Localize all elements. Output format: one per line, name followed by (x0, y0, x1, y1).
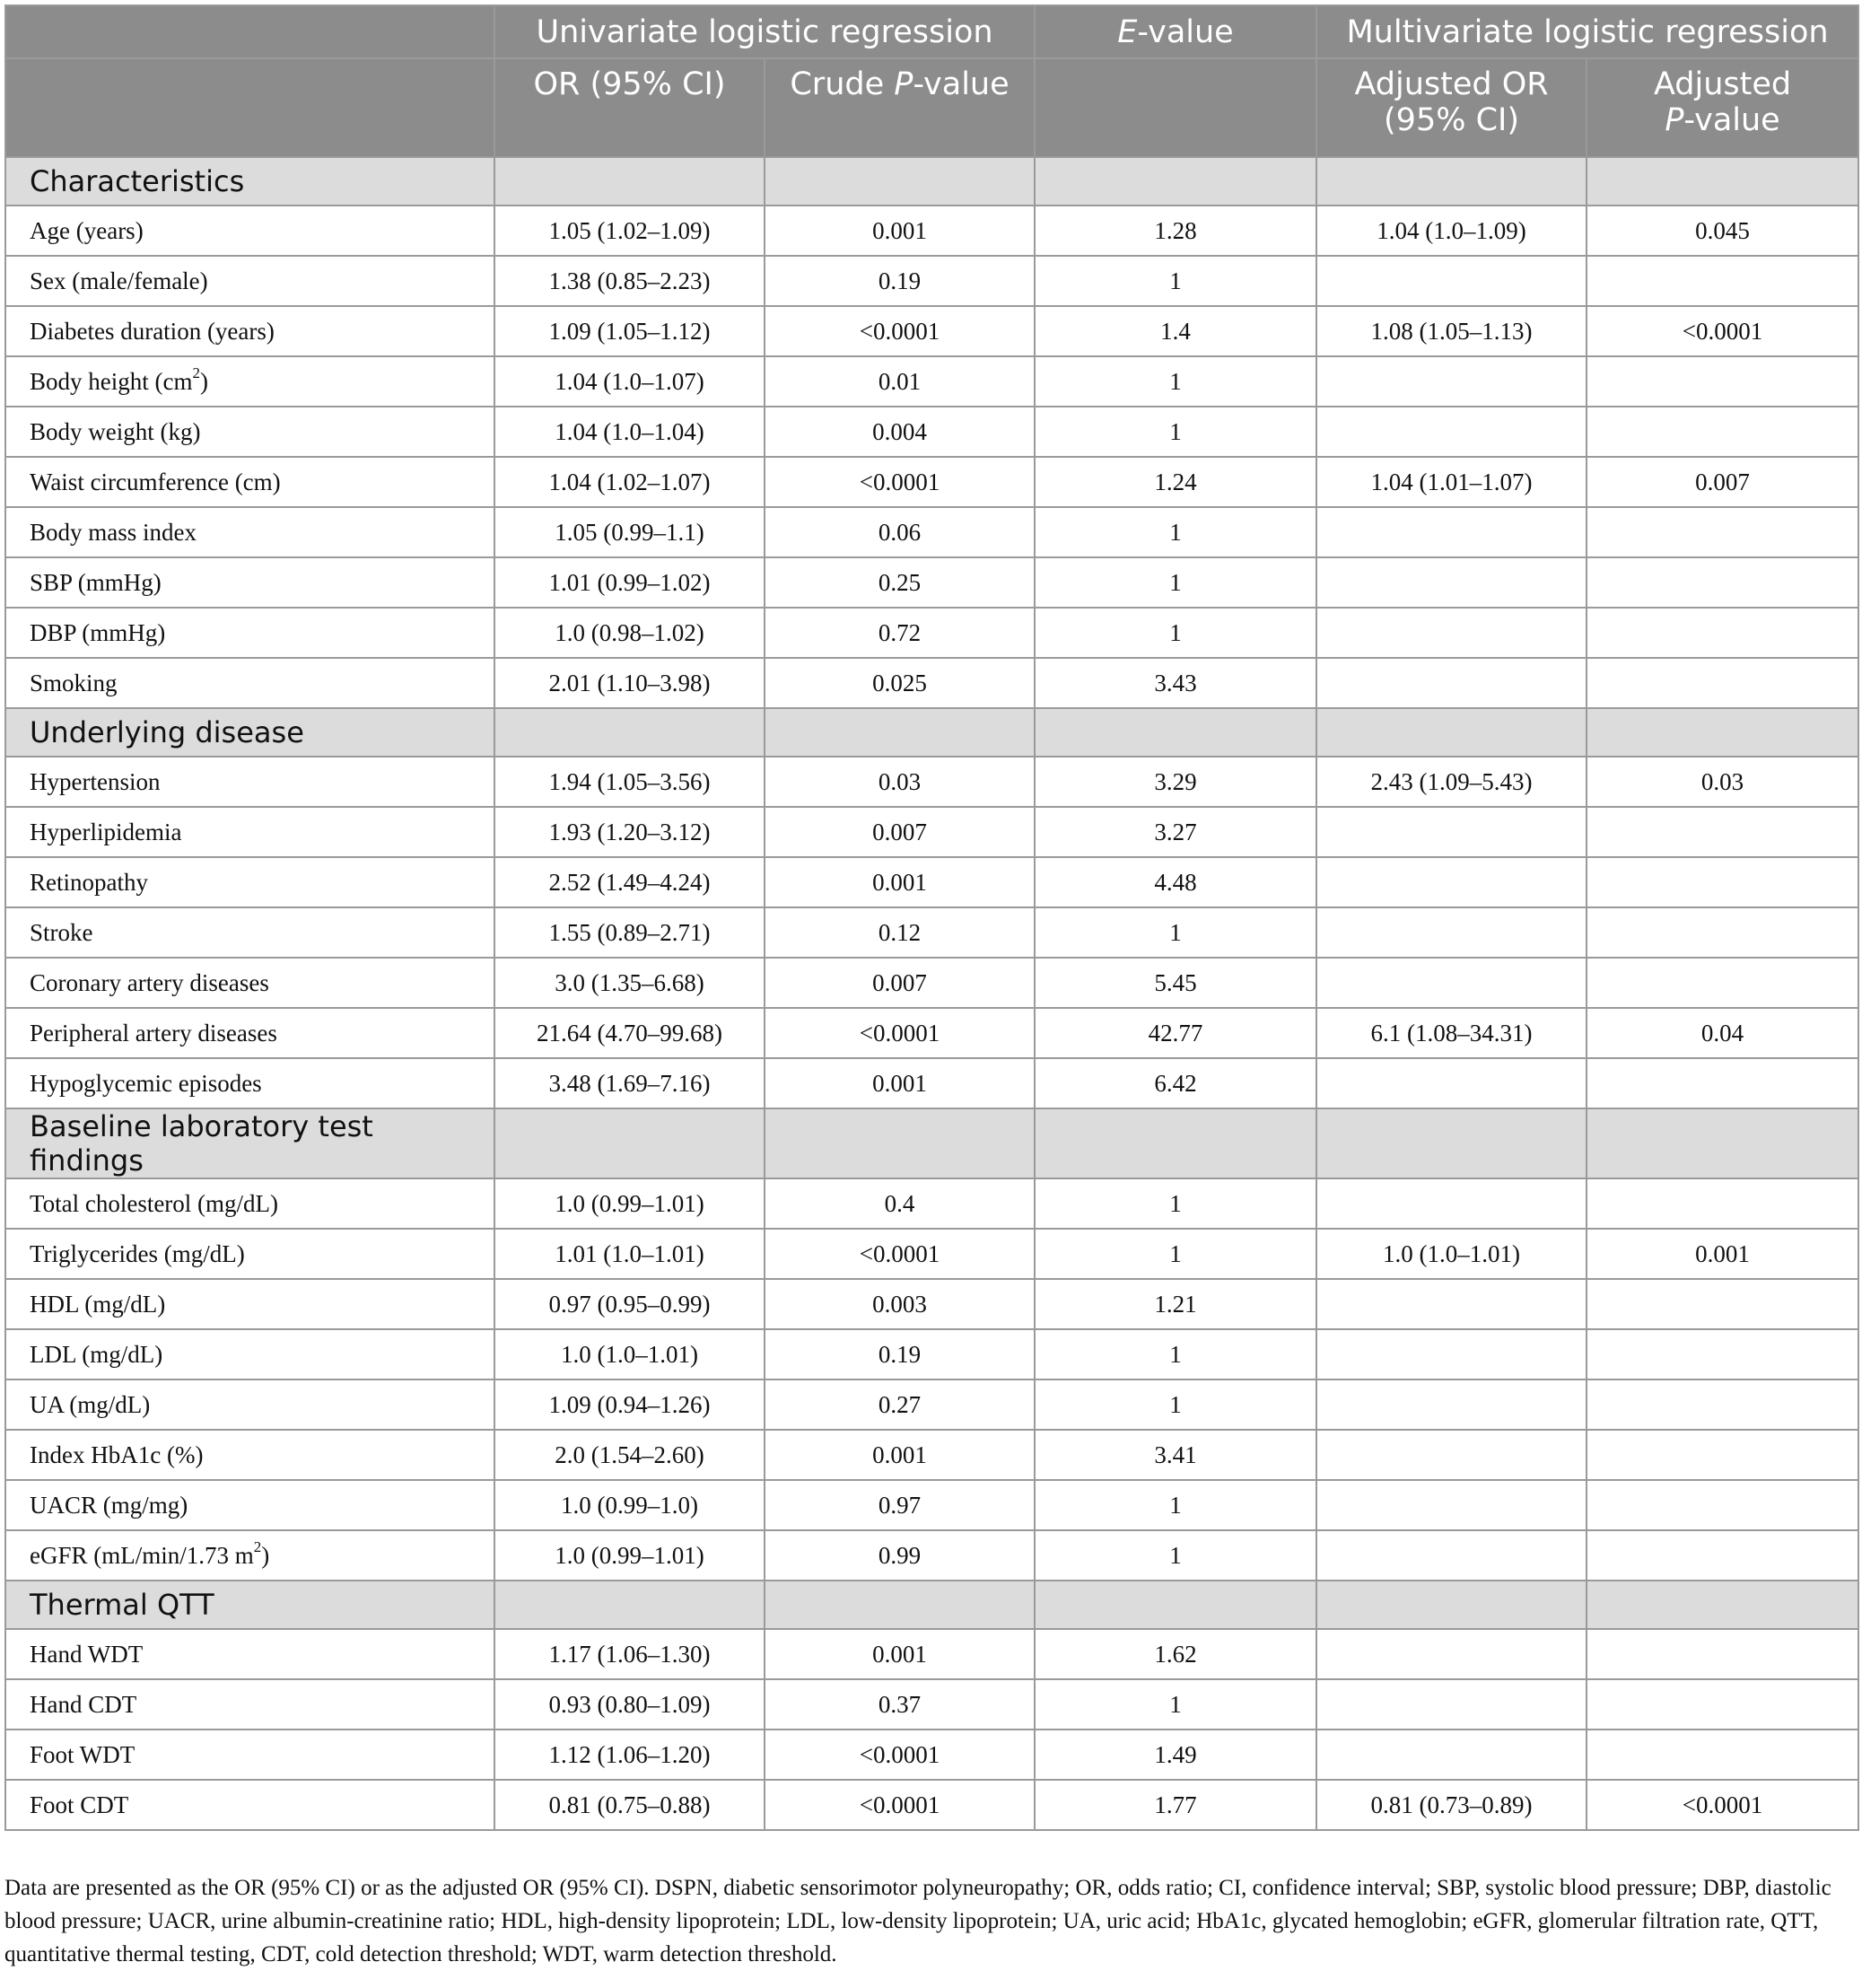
cell-adjusted-p: <0.0001 (1587, 1780, 1858, 1830)
table-row (5, 507, 1858, 557)
cell-or: 1.94 (1.05–3.56) (494, 757, 765, 807)
cell-crude-p: 0.19 (765, 1329, 1035, 1379)
cell-adjusted-p (1587, 658, 1858, 708)
header-adj-p-line1: Adjusted (1653, 66, 1792, 102)
cell-adjusted-or (1316, 608, 1587, 658)
table-row (5, 757, 1858, 807)
table-row (5, 1229, 1858, 1279)
cell-evalue: 1 (1035, 557, 1316, 608)
cell-adjusted-or: 1.04 (1.01–1.07) (1316, 457, 1587, 507)
table-row (5, 1008, 1858, 1058)
cell-crude-p: 0.007 (765, 958, 1035, 1008)
section-blank-cell (765, 708, 1035, 757)
table-body (5, 157, 1858, 1830)
cell-evalue: 1.62 (1035, 1629, 1316, 1679)
cell-crude-p: 0.001 (765, 206, 1035, 256)
table-row (5, 557, 1858, 608)
cell-or: 1.09 (1.05–1.12) (494, 306, 765, 356)
cell-evalue: 1 (1035, 256, 1316, 306)
row-label-text: eGFR (mL/min/1.73 m (30, 1541, 254, 1569)
cell-or: 1.93 (1.20–3.12) (494, 807, 765, 857)
row-label-text: Foot CDT (30, 1791, 129, 1818)
section-blank-cell (494, 708, 765, 757)
section-header-row (5, 708, 1858, 757)
section-blank-cell (1035, 1581, 1316, 1629)
cell-crude-p: 0.001 (765, 1629, 1035, 1679)
header-crude-p (765, 58, 1035, 157)
section-title: Thermal QTT (5, 1581, 494, 1629)
table-row (5, 1480, 1858, 1530)
row-label (5, 306, 494, 356)
cell-or: 1.04 (1.0–1.04) (494, 407, 765, 457)
row-label-text: Triglycerides (mg/dL) (30, 1239, 245, 1267)
table-row (5, 206, 1858, 256)
cell-evalue: 1.28 (1035, 206, 1316, 256)
row-label-text: Stroke (30, 918, 93, 946)
cell-or: 1.09 (0.94–1.26) (494, 1379, 765, 1430)
row-label (5, 1178, 494, 1229)
row-label (5, 1780, 494, 1830)
section-blank-cell (1316, 708, 1587, 757)
cell-crude-p: 0.19 (765, 256, 1035, 306)
row-label (5, 1279, 494, 1329)
cell-crude-p: 0.06 (765, 507, 1035, 557)
cell-evalue: 1 (1035, 608, 1316, 658)
cell-adjusted-or (1316, 1279, 1587, 1329)
row-label (5, 256, 494, 306)
row-label-superscript: 2 (192, 363, 200, 381)
row-label-text: Body height (cm (30, 367, 193, 395)
section-blank-cell (765, 1581, 1035, 1629)
row-label-text: Total cholesterol (mg/dL) (30, 1189, 279, 1217)
cell-adjusted-or (1316, 658, 1587, 708)
cell-adjusted-p (1587, 1730, 1858, 1780)
cell-or: 0.81 (0.75–0.88) (494, 1780, 765, 1830)
cell-evalue: 4.48 (1035, 857, 1316, 907)
cell-adjusted-or (1316, 1629, 1587, 1679)
cell-adjusted-p (1587, 557, 1858, 608)
cell-or: 1.05 (1.02–1.09) (494, 206, 765, 256)
cell-or: 1.12 (1.06–1.20) (494, 1730, 765, 1780)
table-row (5, 1279, 1858, 1329)
header-adj-or-line2: (95% CI) (1384, 102, 1520, 138)
cell-adjusted-p: 0.001 (1587, 1229, 1858, 1279)
table-row (5, 356, 1858, 407)
cell-crude-p: 0.001 (765, 1430, 1035, 1480)
row-label-text: Sex (male/female) (30, 267, 208, 294)
table-row (5, 907, 1858, 958)
cell-evalue: 1 (1035, 507, 1316, 557)
cell-crude-p: 0.025 (765, 658, 1035, 708)
row-label (5, 557, 494, 608)
cell-crude-p: <0.0001 (765, 1780, 1035, 1830)
cell-adjusted-p (1587, 356, 1858, 407)
row-label (5, 1530, 494, 1581)
row-label-text: Body weight (kg) (30, 417, 201, 445)
row-label (5, 1058, 494, 1108)
cell-crude-p: 0.4 (765, 1178, 1035, 1229)
cell-adjusted-p (1587, 1480, 1858, 1530)
table-row (5, 1730, 1858, 1780)
row-label-text: Peripheral artery diseases (30, 1019, 277, 1047)
row-label (5, 1379, 494, 1430)
table-row (5, 1530, 1858, 1581)
cell-adjusted-or (1316, 1379, 1587, 1430)
row-label (5, 1629, 494, 1679)
cell-crude-p: <0.0001 (765, 1730, 1035, 1780)
cell-evalue: 1 (1035, 1480, 1316, 1530)
section-blank-cell (494, 1581, 765, 1629)
cell-or: 1.01 (1.0–1.01) (494, 1229, 765, 1279)
cell-evalue: 1 (1035, 356, 1316, 407)
cell-crude-p: 0.72 (765, 608, 1035, 658)
cell-evalue: 3.41 (1035, 1430, 1316, 1480)
row-label-text: Diabetes duration (years) (30, 317, 275, 345)
cell-or: 2.0 (1.54–2.60) (494, 1430, 765, 1480)
row-label (5, 807, 494, 857)
cell-adjusted-p (1587, 1279, 1858, 1329)
cell-adjusted-or (1316, 1530, 1587, 1581)
cell-adjusted-or (1316, 807, 1587, 857)
cell-adjusted-or (1316, 557, 1587, 608)
cell-evalue: 6.42 (1035, 1058, 1316, 1108)
cell-adjusted-or (1316, 407, 1587, 457)
table-row (5, 857, 1858, 907)
row-label-text: DBP (mmHg) (30, 618, 166, 646)
cell-crude-p: <0.0001 (765, 1008, 1035, 1058)
section-blank-cell (1316, 157, 1587, 206)
section-title: Characteristics (5, 157, 494, 206)
cell-adjusted-p (1587, 1430, 1858, 1480)
cell-or: 1.17 (1.06–1.30) (494, 1629, 765, 1679)
section-blank-cell (1587, 1108, 1858, 1178)
cell-adjusted-or (1316, 507, 1587, 557)
table-row (5, 958, 1858, 1008)
row-label-text: Foot WDT (30, 1740, 135, 1768)
cell-adjusted-or: 1.08 (1.05–1.13) (1316, 306, 1587, 356)
row-label (5, 1329, 494, 1379)
row-label-text: Hyperlipidemia (30, 818, 182, 845)
section-blank-cell (765, 157, 1035, 206)
row-label (5, 356, 494, 407)
cell-crude-p: <0.0001 (765, 457, 1035, 507)
cell-evalue: 1.4 (1035, 306, 1316, 356)
cell-evalue: 3.43 (1035, 658, 1316, 708)
cell-or: 2.52 (1.49–4.24) (494, 857, 765, 907)
cell-adjusted-p (1587, 1629, 1858, 1679)
table-row (5, 1379, 1858, 1430)
cell-or: 3.0 (1.35–6.68) (494, 958, 765, 1008)
table-row (5, 1780, 1858, 1830)
row-label (5, 1730, 494, 1780)
cell-adjusted-p (1587, 1178, 1858, 1229)
section-blank-cell (1587, 157, 1858, 206)
section-blank-cell (1035, 1108, 1316, 1178)
header-crude-prefix: Crude (790, 66, 895, 102)
cell-crude-p: <0.0001 (765, 1229, 1035, 1279)
cell-adjusted-or (1316, 958, 1587, 1008)
table-row (5, 306, 1858, 356)
cell-adjusted-or: 1.04 (1.0–1.09) (1316, 206, 1587, 256)
row-label-text: UA (mg/dL) (30, 1390, 151, 1418)
table-row (5, 1430, 1858, 1480)
row-label (5, 1229, 494, 1279)
row-label-text: Hand CDT (30, 1690, 137, 1718)
row-label-after: ) (199, 367, 208, 395)
row-label (5, 608, 494, 658)
section-blank-cell (494, 157, 765, 206)
cell-adjusted-p (1587, 256, 1858, 306)
cell-or: 1.04 (1.0–1.07) (494, 356, 765, 407)
cell-evalue: 1 (1035, 1229, 1316, 1279)
section-header-row (5, 157, 1858, 206)
cell-evalue: 3.27 (1035, 807, 1316, 857)
cell-evalue: 1 (1035, 907, 1316, 958)
section-title: Baseline laboratory test findings (5, 1108, 494, 1178)
cell-adjusted-or (1316, 1480, 1587, 1530)
cell-evalue: 1 (1035, 1679, 1316, 1730)
header-adj-or-line1: Adjusted OR (1354, 66, 1549, 102)
cell-adjusted-or: 6.1 (1.08–34.31) (1316, 1008, 1587, 1058)
cell-or: 0.93 (0.80–1.09) (494, 1679, 765, 1730)
table-header (5, 5, 1858, 157)
cell-crude-p: 0.003 (765, 1279, 1035, 1329)
row-label-text: Hypertension (30, 767, 161, 795)
cell-adjusted-p (1587, 1329, 1858, 1379)
row-label-text: Hand WDT (30, 1640, 144, 1668)
cell-or: 1.38 (0.85–2.23) (494, 256, 765, 306)
cell-adjusted-or (1316, 857, 1587, 907)
cell-evalue: 1 (1035, 1178, 1316, 1229)
cell-crude-p: 0.27 (765, 1379, 1035, 1430)
header-adj-p-suffix: -value (1683, 102, 1780, 138)
table-row (5, 457, 1858, 507)
header-blank-2 (5, 58, 494, 157)
cell-adjusted-p (1587, 857, 1858, 907)
section-blank-cell (1316, 1581, 1587, 1629)
row-label-text: LDL (mg/dL) (30, 1340, 163, 1368)
header-adj-p-italic: P (1665, 102, 1684, 138)
cell-adjusted-or (1316, 356, 1587, 407)
section-blank-cell (1035, 708, 1316, 757)
table-row (5, 1329, 1858, 1379)
row-label (5, 1679, 494, 1730)
table-row (5, 1058, 1858, 1108)
cell-evalue: 1 (1035, 1329, 1316, 1379)
cell-evalue: 3.29 (1035, 757, 1316, 807)
cell-adjusted-p (1587, 407, 1858, 457)
cell-adjusted-or (1316, 1730, 1587, 1780)
row-label-text: UACR (mg/mg) (30, 1491, 188, 1519)
table-footnote: Data are presented as the OR (95% CI) or as the adjusted OR (95% CI). DSPN, diabetic sensorimotor polyneuropathy; OR, odds ratio; CI, confidence interval; SBP, systolic blood pressure; DBP, diastolic blood pressure; UACR, urine albumin-creatinine ratio; HDL, high-density lipoprotein; LDL, low-density lipoprotein; UA, uric acid; HbA1c, glycated hemoglobin; eGFR, glomerular filtration rate, QTT, quantitative thermal testing, CDT, cold detection threshold; WDT, warm detection threshold. (4, 1876, 1831, 1966)
header-blank (5, 5, 494, 58)
cell-crude-p: 0.12 (765, 907, 1035, 958)
cell-or: 1.0 (0.99–1.0) (494, 1480, 765, 1530)
regression-table (4, 4, 1859, 1831)
cell-adjusted-p: 0.03 (1587, 757, 1858, 807)
cell-adjusted-p: 0.007 (1587, 457, 1858, 507)
section-title: Underlying disease (5, 708, 494, 757)
header-evalue-blank (1035, 58, 1316, 157)
cell-adjusted-p (1587, 1058, 1858, 1108)
row-label-text: Retinopathy (30, 868, 148, 896)
results-table-container (4, 4, 1858, 1831)
header-multivariate: Multivariate logistic regression (1316, 5, 1858, 58)
cell-adjusted-or: 0.81 (0.73–0.89) (1316, 1780, 1587, 1830)
cell-adjusted-p (1587, 1679, 1858, 1730)
cell-evalue: 5.45 (1035, 958, 1316, 1008)
cell-adjusted-p (1587, 807, 1858, 857)
cell-or: 1.55 (0.89–2.71) (494, 907, 765, 958)
cell-adjusted-or (1316, 907, 1587, 958)
cell-adjusted-p (1587, 907, 1858, 958)
cell-adjusted-or (1316, 1679, 1587, 1730)
cell-or: 1.04 (1.02–1.07) (494, 457, 765, 507)
table-row (5, 608, 1858, 658)
cell-crude-p: 0.007 (765, 807, 1035, 857)
cell-crude-p: 0.03 (765, 757, 1035, 807)
cell-evalue: 42.77 (1035, 1008, 1316, 1058)
row-label-after: ) (261, 1541, 270, 1569)
header-evalue (1035, 5, 1316, 58)
section-blank-cell (494, 1108, 765, 1178)
cell-evalue: 1 (1035, 1379, 1316, 1430)
row-label (5, 857, 494, 907)
row-label (5, 407, 494, 457)
cell-or: 1.05 (0.99–1.1) (494, 507, 765, 557)
header-evalue-italic: E (1117, 13, 1138, 50)
cell-crude-p: 0.001 (765, 857, 1035, 907)
cell-evalue: 1.49 (1035, 1730, 1316, 1780)
table-row (5, 1178, 1858, 1229)
row-label (5, 958, 494, 1008)
row-label-text: Body mass index (30, 518, 197, 546)
row-label (5, 907, 494, 958)
cell-crude-p: 0.25 (765, 557, 1035, 608)
cell-evalue: 1.24 (1035, 457, 1316, 507)
section-blank-cell (1316, 1108, 1587, 1178)
cell-or: 2.01 (1.10–3.98) (494, 658, 765, 708)
row-label (5, 457, 494, 507)
cell-or: 0.97 (0.95–0.99) (494, 1279, 765, 1329)
cell-or: 1.0 (0.99–1.01) (494, 1178, 765, 1229)
header-univariate: Univariate logistic regression (494, 5, 1035, 58)
cell-adjusted-or: 2.43 (1.09–5.43) (1316, 757, 1587, 807)
cell-crude-p: 0.37 (765, 1679, 1035, 1730)
cell-adjusted-or (1316, 1329, 1587, 1379)
row-label-text: Coronary artery diseases (30, 968, 269, 996)
cell-adjusted-p (1587, 608, 1858, 658)
cell-adjusted-or (1316, 1058, 1587, 1108)
cell-or: 21.64 (4.70–99.68) (494, 1008, 765, 1058)
table-row (5, 1629, 1858, 1679)
cell-evalue: 1 (1035, 1530, 1316, 1581)
row-label (5, 1008, 494, 1058)
cell-or: 1.0 (0.99–1.01) (494, 1530, 765, 1581)
row-label (5, 1430, 494, 1480)
cell-crude-p: 0.99 (765, 1530, 1035, 1581)
cell-crude-p: <0.0001 (765, 306, 1035, 356)
cell-adjusted-p (1587, 958, 1858, 1008)
cell-or: 1.01 (0.99–1.02) (494, 557, 765, 608)
cell-evalue: 1.77 (1035, 1780, 1316, 1830)
table-row (5, 807, 1858, 857)
section-blank-cell (1587, 708, 1858, 757)
cell-adjusted-p (1587, 1530, 1858, 1581)
row-label-text: Smoking (30, 669, 118, 696)
cell-crude-p: 0.97 (765, 1480, 1035, 1530)
row-label (5, 658, 494, 708)
row-label-superscript: 2 (253, 1537, 262, 1555)
cell-adjusted-p: 0.04 (1587, 1008, 1858, 1058)
cell-adjusted-p (1587, 507, 1858, 557)
header-crude-p-italic: P (894, 66, 914, 102)
table-row (5, 1679, 1858, 1730)
row-label (5, 206, 494, 256)
row-label-text: Waist circumference (cm) (30, 468, 281, 495)
section-blank-cell (1035, 157, 1316, 206)
cell-or: 1.0 (1.0–1.01) (494, 1329, 765, 1379)
cell-adjusted-or (1316, 256, 1587, 306)
header-crude-suffix: -value (913, 66, 1010, 102)
table-row (5, 658, 1858, 708)
row-label (5, 1480, 494, 1530)
cell-evalue: 1.21 (1035, 1279, 1316, 1329)
section-header-row (5, 1581, 1858, 1629)
table-row (5, 256, 1858, 306)
cell-crude-p: 0.01 (765, 356, 1035, 407)
cell-adjusted-p: <0.0001 (1587, 306, 1858, 356)
cell-adjusted-or (1316, 1430, 1587, 1480)
cell-or: 3.48 (1.69–7.16) (494, 1058, 765, 1108)
section-header-row (5, 1108, 1858, 1178)
row-label-text: Age (years) (30, 216, 144, 244)
row-label (5, 507, 494, 557)
cell-adjusted-p: 0.045 (1587, 206, 1858, 256)
cell-adjusted-or: 1.0 (1.0–1.01) (1316, 1229, 1587, 1279)
row-label-text: Index HbA1c (%) (30, 1441, 204, 1468)
section-blank-cell (1587, 1581, 1858, 1629)
cell-crude-p: 0.004 (765, 407, 1035, 457)
row-label (5, 757, 494, 807)
cell-evalue: 1 (1035, 407, 1316, 457)
header-adj-p (1587, 58, 1858, 157)
row-label-text: Hypoglycemic episodes (30, 1069, 262, 1097)
cell-or: 1.0 (0.98–1.02) (494, 608, 765, 658)
header-or: OR (95% CI) (494, 58, 765, 157)
row-label-text: SBP (mmHg) (30, 568, 162, 596)
cell-adjusted-or (1316, 1178, 1587, 1229)
cell-adjusted-p (1587, 1379, 1858, 1430)
cell-crude-p: 0.001 (765, 1058, 1035, 1108)
table-row (5, 407, 1858, 457)
section-blank-cell (765, 1108, 1035, 1178)
header-adj-or (1316, 58, 1587, 157)
header-evalue-suffix: -value (1137, 13, 1234, 50)
row-label-text: HDL (mg/dL) (30, 1290, 166, 1318)
